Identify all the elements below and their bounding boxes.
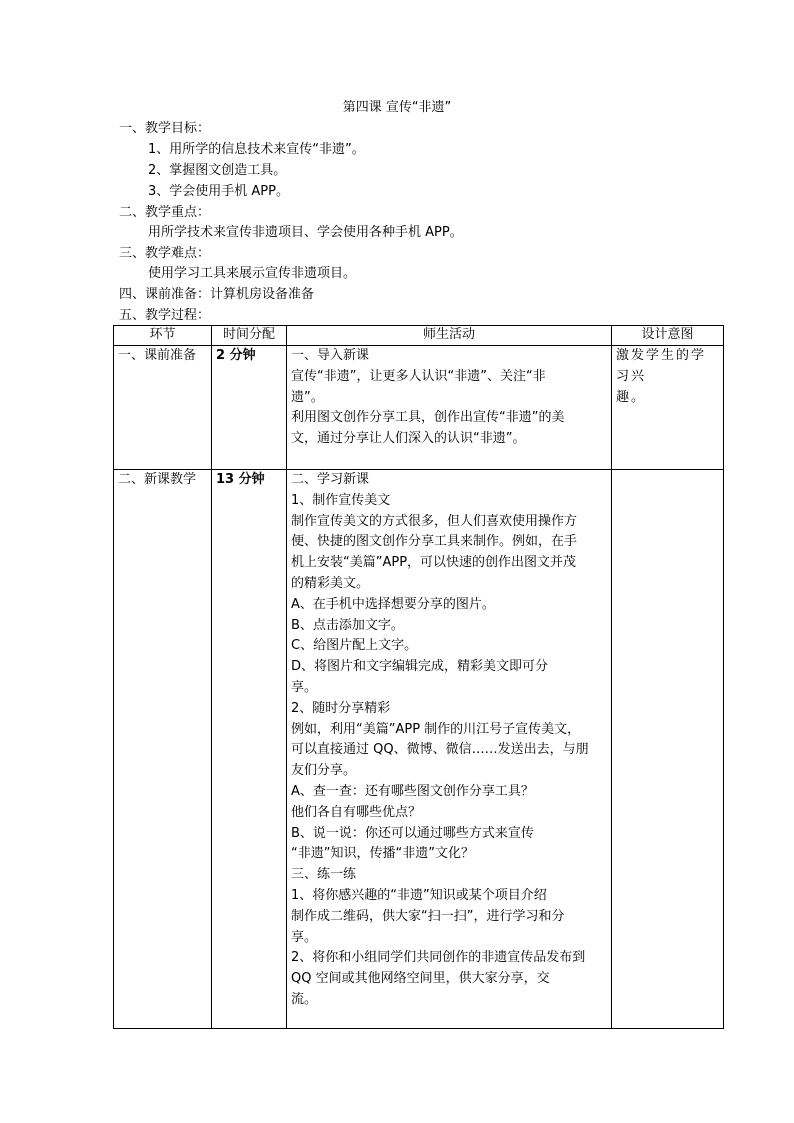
activity-line: 的精彩美文。: [291, 575, 370, 591]
difficult-points-text: 使用学习工具来展示宣传非遗项目。: [148, 266, 357, 281]
activity-line: 享。: [291, 929, 318, 945]
activity-line: 1、制作宣传美文: [291, 492, 391, 508]
table-header-row: [114, 326, 724, 346]
table-row: [114, 346, 724, 470]
activity-line: 便、快捷的图文创作分享工具来制作。例如，在手: [291, 534, 578, 550]
activity-line: 例如，利用“美篇”APP 制作的川江号子宣传美文，: [291, 721, 581, 737]
activity-line: A、查一查：还有哪些图文创作分享工具？: [291, 783, 534, 799]
activity-line: A、在手机中选择想要分享的图片。: [291, 596, 495, 612]
process-heading: 五、教学过程：: [119, 308, 211, 323]
page-title: 第四课 宣传“非遗”: [342, 100, 452, 115]
activity-line: 友们分享。: [291, 763, 357, 779]
activity-line: 利用图文创作分享工具，创作出宣传“非遗”的美: [291, 410, 565, 426]
time-cell: 2 分钟: [212, 346, 287, 470]
activity-line: 机上安装“美篇”APP，可以快速的创作出图文并茂: [291, 555, 577, 571]
goal-item-1: 1、用所学的信息技术来宣传“非遗”。: [148, 142, 365, 157]
activity-line: C、给图片配上文字。: [291, 638, 418, 654]
activity-line: 制作宣传美文的方式很多，但人们喜欢使用操作方: [291, 513, 578, 529]
preparation-line: 四、课前准备：计算机房设备准备: [119, 287, 315, 302]
goal-item-2: 2、掌握图文创造工具。: [148, 163, 287, 178]
activity-line: 可以直接通过 QQ、微博、微信……发送出去，与朋: [291, 742, 589, 758]
activity-line: B、点击添加文字。: [291, 617, 404, 633]
header-intent: 设计意图: [612, 326, 724, 346]
activity-line: 1、将你感兴趣的“非遗”知识或某个项目介绍: [291, 887, 547, 903]
goals-heading: 一、教学目标：: [119, 121, 211, 136]
activity-line: D、将图片和文字编辑完成，精彩美文即可分: [291, 659, 549, 675]
activity-line: 流。: [291, 991, 318, 1007]
activities-cell: [287, 470, 612, 1029]
activities-cell: [287, 346, 612, 470]
activity-line: 二、学习新课: [291, 472, 370, 487]
header-activities: 师生活动: [287, 326, 612, 346]
activity-line: B、说一说：你还可以通过哪些方式来宣传: [291, 825, 534, 841]
activity-line: 宣传“非遗”，让更多人认识“非遗”、关注“非: [291, 368, 546, 384]
activity-line: 三、练一练: [291, 867, 357, 883]
key-points-text: 用所学技术来宣传非遗项目、学会使用各种手机 APP。: [148, 225, 463, 240]
time-cell: 13 分钟: [212, 470, 287, 1029]
stage-cell: 二、新课教学: [114, 470, 212, 1029]
header-stage: 环节: [114, 326, 212, 346]
difficult-points-heading: 三、教学难点：: [119, 246, 211, 261]
stage-cell: 一、课前准备: [114, 346, 212, 470]
activity-line: QQ 空间或其他网络空间里，供大家分享，交: [291, 971, 550, 987]
intent-line: 习兴: [616, 368, 647, 384]
activity-line: 2、将你和小组同学们共同创作的非遗宣传品发布到: [291, 950, 586, 966]
key-points-heading: 二、教学重点：: [119, 205, 211, 220]
lesson-plan-table: [113, 325, 724, 1029]
intent-line: 激发学生的学: [616, 348, 707, 363]
goal-item-3: 3、学会使用手机 APP。: [148, 184, 289, 199]
activity-line: 享。: [291, 679, 318, 695]
activity-line: “非遗”知识，传播“非遗”文化？: [291, 846, 474, 862]
activity-line: 一、导入新课: [291, 348, 370, 363]
header-time: 时间分配: [212, 326, 287, 346]
intent-cell: [612, 346, 724, 470]
activity-line: 文，通过分享让人们深入的认识“非遗”。: [291, 431, 526, 447]
activity-line: 他们各自有哪些优点？: [291, 804, 422, 820]
intent-cell: [612, 470, 724, 1029]
activity-line: 制作成二维码，供大家“扫一扫”，进行学习和分: [291, 908, 565, 924]
intent-line: 趣。: [616, 389, 647, 405]
table-row: [114, 470, 724, 1029]
activity-line: 2、随时分享精彩: [291, 700, 391, 716]
activity-line: 遗”。: [291, 389, 324, 405]
